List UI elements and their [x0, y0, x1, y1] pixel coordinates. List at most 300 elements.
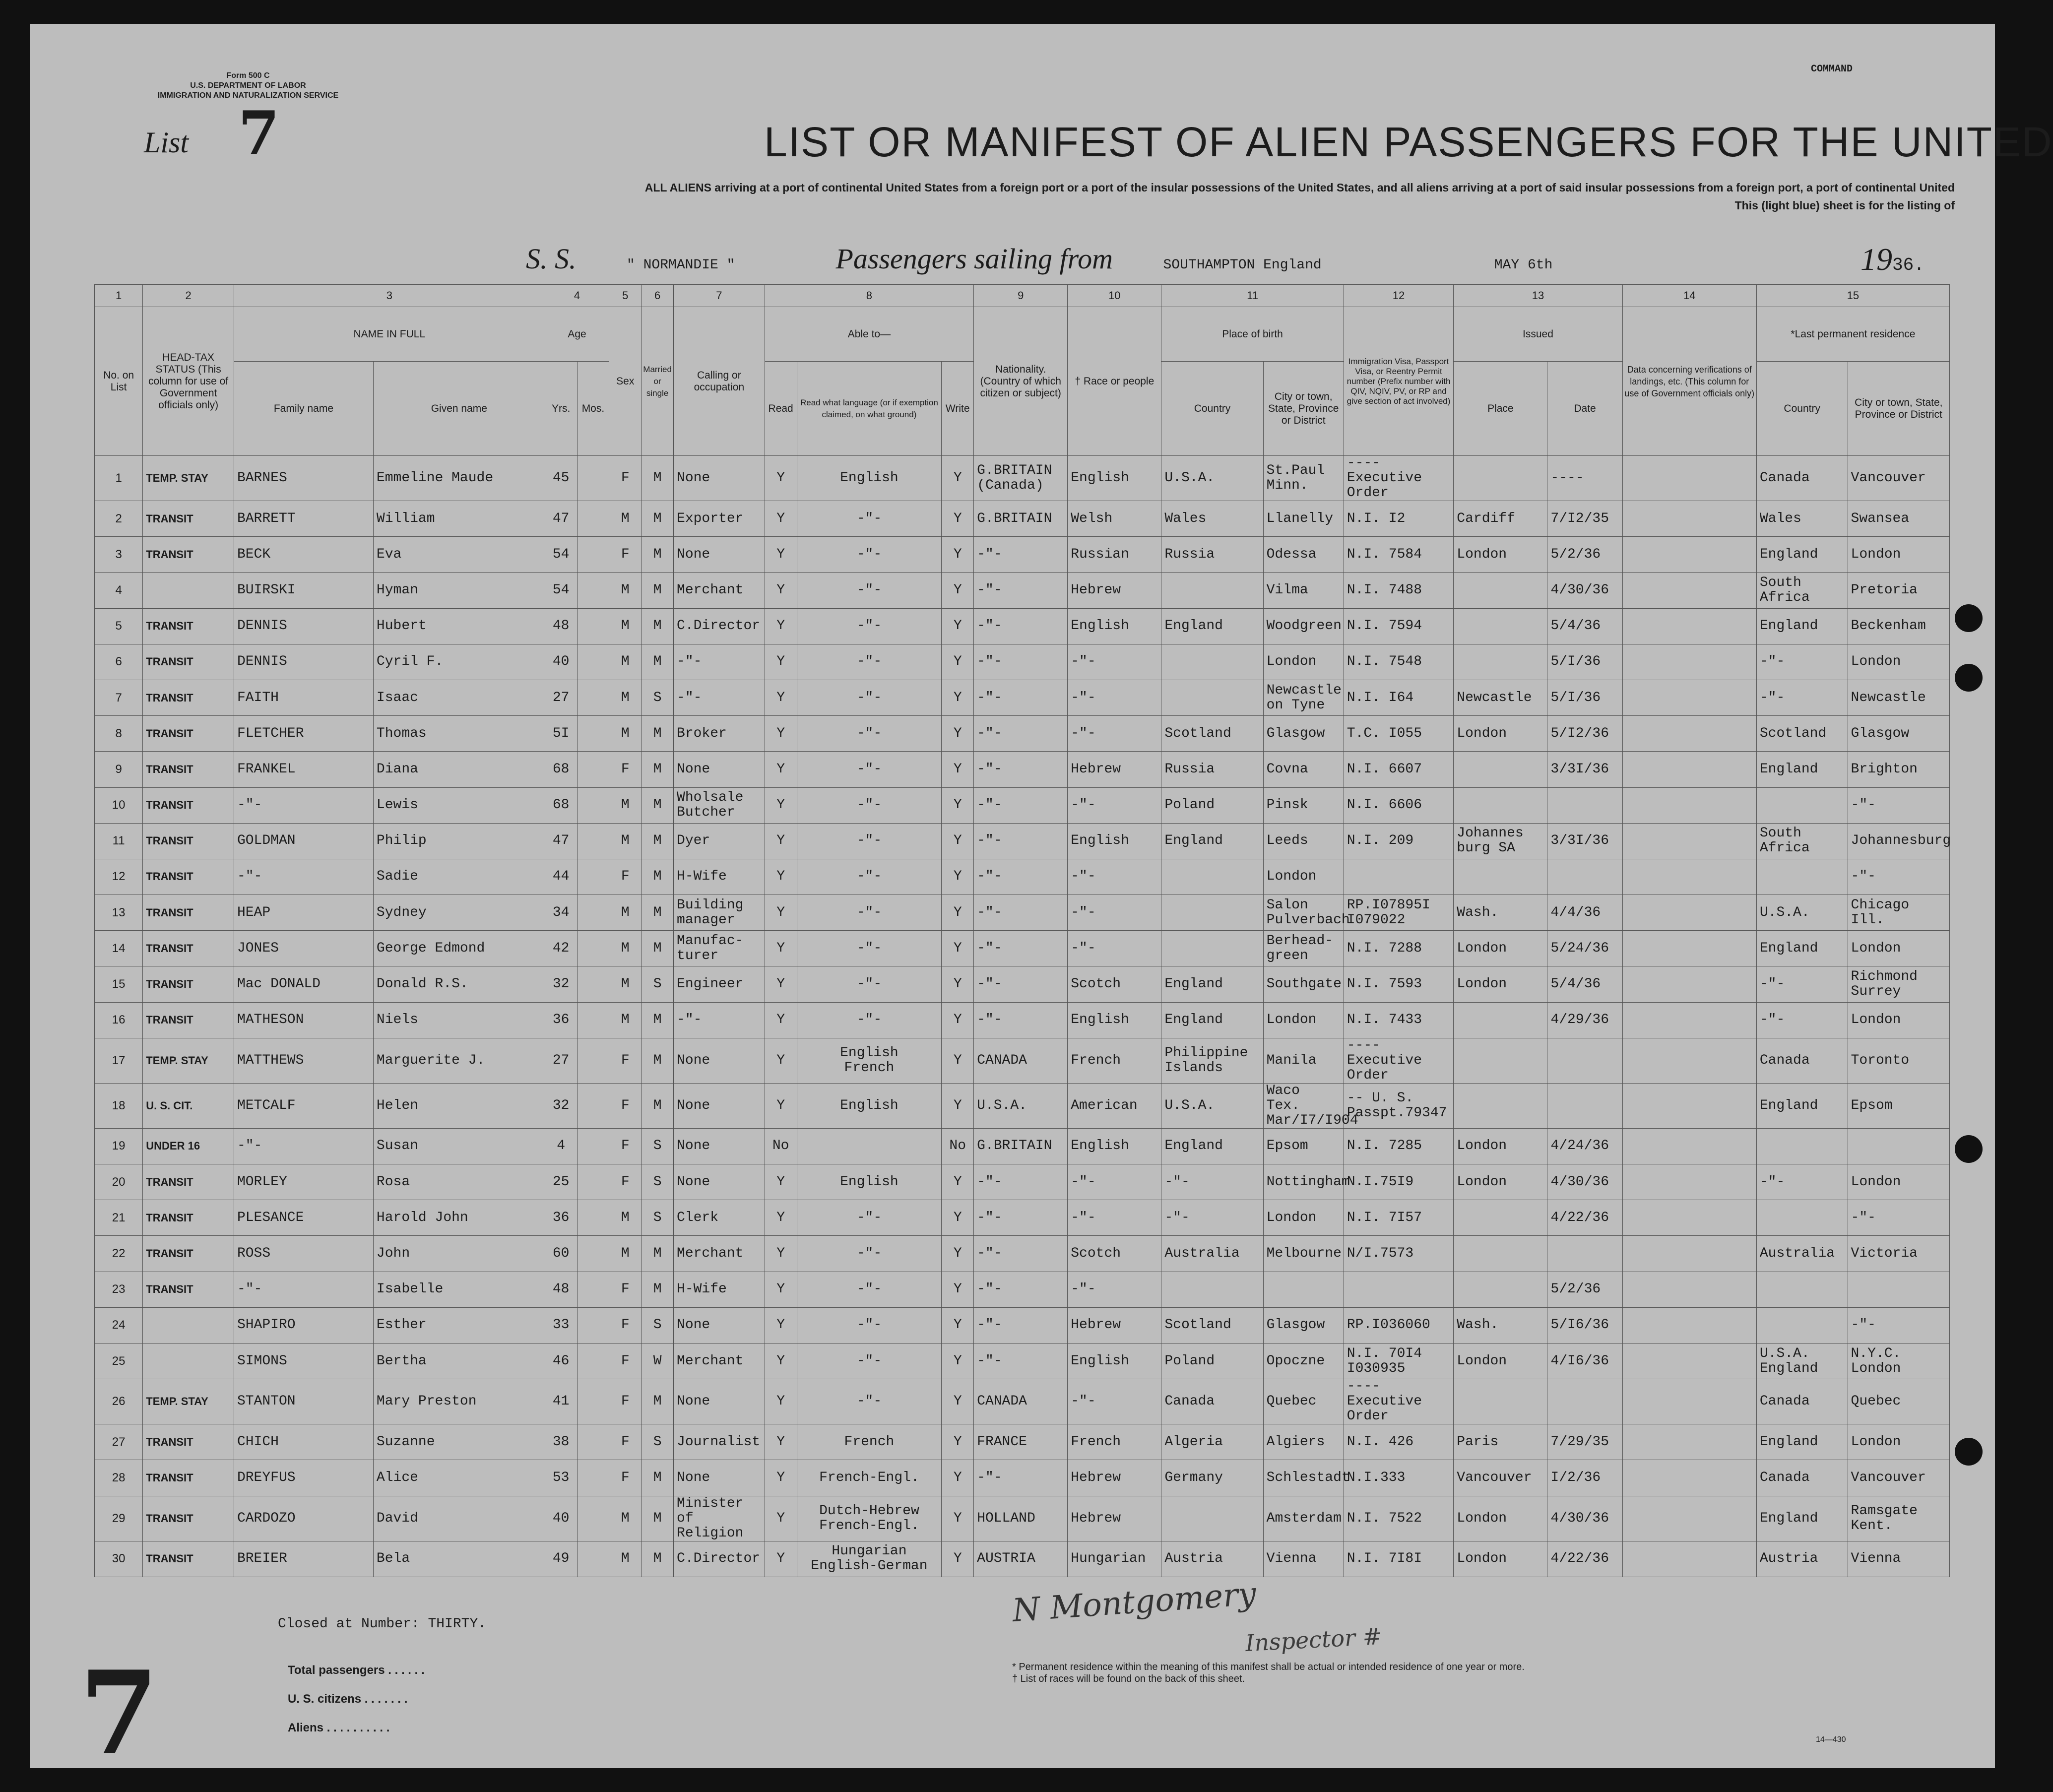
verification	[1622, 1236, 1756, 1272]
given-name: George Edmond	[373, 931, 545, 966]
residence-city: -"-	[1848, 1200, 1949, 1236]
age-months	[577, 1236, 609, 1272]
table-row	[95, 680, 1950, 715]
marital-status: S	[642, 1164, 674, 1200]
family-name: MATTHEWS	[234, 1038, 373, 1083]
visa-number: N.I. 7I57	[1344, 1200, 1454, 1236]
family-name: -"-	[234, 1272, 373, 1307]
visa-number: N.I.75I9	[1344, 1164, 1454, 1200]
occupation: -"-	[674, 680, 765, 715]
visa-number: ---- Executive Order	[1344, 1379, 1454, 1424]
nationality: -"-	[974, 787, 1068, 823]
row-number: 1	[95, 456, 143, 501]
can-read: Y	[765, 1541, 797, 1577]
can-write: Y	[942, 1307, 974, 1343]
nationality: AUSTRIA	[974, 1541, 1068, 1577]
residence-country: -"-	[1756, 1002, 1848, 1038]
can-read: Y	[765, 1496, 797, 1541]
occupation: -"-	[674, 644, 765, 680]
issued-place: London	[1454, 1541, 1547, 1577]
residence-country: Australia	[1756, 1236, 1848, 1272]
residence-city: Ramsgate Kent.	[1848, 1496, 1949, 1541]
marital-status: S	[642, 1307, 674, 1343]
can-write: Y	[942, 966, 974, 1002]
residence-country: Wales	[1756, 501, 1848, 537]
residence-country: -"-	[1756, 966, 1848, 1002]
issued-place	[1454, 787, 1547, 823]
birth-city: Vienna	[1263, 1541, 1344, 1577]
header-row-1	[95, 307, 1950, 362]
occupation: None	[674, 1083, 765, 1128]
residence-city: -"-	[1848, 1307, 1949, 1343]
head-tax-status: TRANSIT	[143, 1496, 234, 1541]
age-years: 36	[545, 1200, 577, 1236]
head-tax-status	[143, 1307, 234, 1343]
form-number: Form 500 C	[226, 71, 270, 80]
residence-city: Johannesburg	[1848, 823, 1949, 859]
row-number: 4	[95, 573, 143, 608]
form-code: 14—430	[1816, 1735, 1846, 1744]
nationality: -"-	[974, 1200, 1068, 1236]
can-read: Y	[765, 1083, 797, 1128]
read-language: -"-	[797, 823, 942, 859]
marital-status: M	[642, 1496, 674, 1541]
can-write: Y	[942, 680, 974, 715]
sex-value: F	[609, 752, 642, 787]
occupation: Minister of Religion	[674, 1496, 765, 1541]
occupation: Exporter	[674, 501, 765, 537]
table-row	[95, 1424, 1950, 1460]
occupation: Engineer	[674, 966, 765, 1002]
family-name: FLETCHER	[234, 716, 373, 752]
issued-place: Johannes burg SA	[1454, 823, 1547, 859]
residence-city: Pretoria	[1848, 573, 1949, 608]
birth-country: Australia	[1161, 1236, 1263, 1272]
marital-status: S	[642, 966, 674, 1002]
verification	[1622, 1343, 1756, 1379]
can-read: Y	[765, 1379, 797, 1424]
read-language: -"-	[797, 752, 942, 787]
table-row	[95, 456, 1950, 501]
residence-city	[1848, 1272, 1949, 1307]
read-language: English	[797, 456, 942, 501]
family-name: MORLEY	[234, 1164, 373, 1200]
issued-place	[1454, 1379, 1547, 1424]
can-read: Y	[765, 931, 797, 966]
head-tax-header: HEAD-TAX STATUS (This column for use of Government officials only)	[143, 307, 234, 456]
us-citizens-label: U. S. citizens . . . . . . .	[288, 1692, 408, 1706]
can-read: Y	[765, 537, 797, 573]
occupation: H-Wife	[674, 1272, 765, 1307]
verification	[1622, 966, 1756, 1002]
age-months	[577, 644, 609, 680]
issued-place	[1454, 1236, 1547, 1272]
nationality: -"-	[974, 1343, 1068, 1379]
birth-country-header: Country	[1161, 362, 1263, 456]
residence-country: England	[1756, 608, 1848, 644]
sex-value: F	[609, 456, 642, 501]
head-tax-status: TRANSIT	[143, 1424, 234, 1460]
given-name: Lewis	[373, 787, 545, 823]
occupation: -"-	[674, 1002, 765, 1038]
residence-country: England	[1756, 752, 1848, 787]
family-name: DENNIS	[234, 644, 373, 680]
can-read: Y	[765, 895, 797, 931]
age-years: 47	[545, 823, 577, 859]
family-name: BREIER	[234, 1541, 373, 1577]
given-name: Hyman	[373, 573, 545, 608]
verification	[1622, 716, 1756, 752]
verification	[1622, 1307, 1756, 1343]
age-header: Age	[545, 307, 609, 362]
nationality: CANADA	[974, 1038, 1068, 1083]
can-write: Y	[942, 823, 974, 859]
nationality: -"-	[974, 823, 1068, 859]
birth-city: Pinsk	[1263, 787, 1344, 823]
nationality: -"-	[974, 1002, 1068, 1038]
table-row	[95, 716, 1950, 752]
birth-city: Waco Tex. Mar/I7/I904	[1263, 1083, 1344, 1128]
age-years: 27	[545, 1038, 577, 1083]
issued-place: Vancouver	[1454, 1460, 1547, 1496]
residence-city: London	[1848, 931, 1949, 966]
family-name: SHAPIRO	[234, 1307, 373, 1343]
intro-line-1: ALL ALIENS arriving at a port of continental United States from a foreign port or a port of the insular possessions of the United States, and all aliens arriving at a port of said insular possessions from a foreign port, a port of continental United	[644, 181, 1955, 194]
issued-date	[1547, 787, 1622, 823]
issued-place	[1454, 752, 1547, 787]
yrs-header: Yrs.	[545, 362, 577, 456]
residence-country: -"-	[1756, 680, 1848, 715]
read-header: Read	[765, 362, 797, 456]
residence-city	[1848, 1128, 1949, 1164]
can-write: Y	[942, 537, 974, 573]
row-number: 10	[95, 787, 143, 823]
given-name: David	[373, 1496, 545, 1541]
race: Hebrew	[1068, 1496, 1161, 1541]
age-months	[577, 573, 609, 608]
birth-city: Melbourne	[1263, 1236, 1344, 1272]
marital-status: M	[642, 456, 674, 501]
can-read: Y	[765, 1343, 797, 1379]
table-row	[95, 537, 1950, 573]
birth-city: Covna	[1263, 752, 1344, 787]
occupation: None	[674, 1128, 765, 1164]
nationality: G.BRITAIN	[974, 1128, 1068, 1164]
occupation: Merchant	[674, 1343, 765, 1379]
read-language: English French	[797, 1038, 942, 1083]
can-write: Y	[942, 1200, 974, 1236]
visa-number: N.I. 7594	[1344, 608, 1454, 644]
visa-number: N.I. 6607	[1344, 752, 1454, 787]
verification	[1622, 1002, 1756, 1038]
head-tax-status: TRANSIT	[143, 537, 234, 573]
verification	[1622, 859, 1756, 895]
sex-value: M	[609, 680, 642, 715]
age-months	[577, 1460, 609, 1496]
issued-date	[1547, 1379, 1622, 1424]
family-name: BARRETT	[234, 501, 373, 537]
footnote-races: † List of races will be found on the back of this sheet.	[1012, 1673, 1245, 1684]
last-residence-header: *Last permanent residence	[1756, 307, 1949, 362]
no-on-list-header: No. on List	[95, 307, 143, 456]
sex-value: M	[609, 895, 642, 931]
head-tax-status: TRANSIT	[143, 1164, 234, 1200]
verification	[1622, 1496, 1756, 1541]
table-row	[95, 1083, 1950, 1128]
marital-status: M	[642, 823, 674, 859]
visa-number: ---- Executive Order	[1344, 1038, 1454, 1083]
sex-value: M	[609, 608, 642, 644]
birth-country: U.S.A.	[1161, 1083, 1263, 1128]
can-write: Y	[942, 1343, 974, 1379]
row-number: 23	[95, 1272, 143, 1307]
row-number: 5	[95, 608, 143, 644]
birth-country: Austria	[1161, 1541, 1263, 1577]
can-read: No	[765, 1128, 797, 1164]
row-number: 22	[95, 1236, 143, 1272]
residence-city: London	[1848, 1424, 1949, 1460]
issued-date: 5/2/36	[1547, 537, 1622, 573]
given-name: Emmeline Maude	[373, 456, 545, 501]
read-language: -"-	[797, 1200, 942, 1236]
column-number: 14	[1622, 285, 1756, 307]
family-name: MATHESON	[234, 1002, 373, 1038]
given-name: Eva	[373, 537, 545, 573]
residence-country	[1756, 1128, 1848, 1164]
race: -"-	[1068, 644, 1161, 680]
given-name: Sadie	[373, 859, 545, 895]
read-language: -"-	[797, 966, 942, 1002]
given-name-header: Given name	[373, 362, 545, 456]
row-number: 7	[95, 680, 143, 715]
race: -"-	[1068, 1379, 1161, 1424]
marital-status: M	[642, 1236, 674, 1272]
head-tax-status: TRANSIT	[143, 1272, 234, 1307]
birth-country	[1161, 895, 1263, 931]
read-language: -"-	[797, 1272, 942, 1307]
age-years: 40	[545, 1496, 577, 1541]
sex-value: M	[609, 644, 642, 680]
table-row	[95, 1379, 1950, 1424]
sailing-year	[1861, 241, 1925, 278]
can-read: Y	[765, 680, 797, 715]
race: Hebrew	[1068, 1307, 1161, 1343]
issued-place: London	[1454, 1164, 1547, 1200]
sex-value: M	[609, 966, 642, 1002]
race: -"-	[1068, 716, 1161, 752]
residence-country: Austria	[1756, 1541, 1848, 1577]
verification	[1622, 1460, 1756, 1496]
head-tax-status: TRANSIT	[143, 608, 234, 644]
aliens-label: Aliens . . . . . . . . . .	[288, 1721, 390, 1734]
sex-value: F	[609, 1343, 642, 1379]
residence-city: Toronto	[1848, 1038, 1949, 1083]
age-months	[577, 752, 609, 787]
age-months	[577, 456, 609, 501]
visa-number	[1344, 1272, 1454, 1307]
residence-country: England	[1756, 537, 1848, 573]
form-header	[139, 71, 357, 101]
head-tax-status: TRANSIT	[143, 1200, 234, 1236]
residence-city: Victoria	[1848, 1236, 1949, 1272]
nationality: -"-	[974, 1164, 1068, 1200]
column-number: 3	[234, 285, 545, 307]
family-name: FRANKEL	[234, 752, 373, 787]
visa-number: N.I. 7I8I	[1344, 1541, 1454, 1577]
race: English	[1068, 1343, 1161, 1379]
head-tax-status: TRANSIT	[143, 931, 234, 966]
nationality: -"-	[974, 752, 1068, 787]
read-language: -"-	[797, 716, 942, 752]
row-number: 12	[95, 859, 143, 895]
visa-number: N.I. 70I4 I030935	[1344, 1343, 1454, 1379]
read-language: -"-	[797, 1236, 942, 1272]
column-number: 12	[1344, 285, 1454, 307]
marital-status: S	[642, 1128, 674, 1164]
read-language: -"-	[797, 931, 942, 966]
row-number: 18	[95, 1083, 143, 1128]
total-passengers-label: Total passengers . . . . . .	[288, 1664, 425, 1677]
age-years: 5I	[545, 716, 577, 752]
visa-number: N.I.333	[1344, 1460, 1454, 1496]
row-number: 2	[95, 501, 143, 537]
age-years: 41	[545, 1379, 577, 1424]
read-language: -"-	[797, 680, 942, 715]
family-name: CARDOZO	[234, 1496, 373, 1541]
residence-city: Quebec	[1848, 1379, 1949, 1424]
issued-place	[1454, 1002, 1547, 1038]
table-row	[95, 931, 1950, 966]
can-read: Y	[765, 1424, 797, 1460]
issued-date: 5/I6/36	[1547, 1307, 1622, 1343]
family-name: DENNIS	[234, 608, 373, 644]
age-years: 42	[545, 931, 577, 966]
verification	[1622, 1164, 1756, 1200]
table-row	[95, 787, 1950, 823]
command-stamp: COMMAND	[1811, 64, 1853, 75]
age-months	[577, 966, 609, 1002]
sex-value: F	[609, 1128, 642, 1164]
head-tax-status	[143, 1343, 234, 1379]
sex-header: Sex	[609, 307, 642, 456]
nationality-header: Nationality. (Country of which citizen or subject)	[974, 307, 1068, 456]
head-tax-status: TEMP. STAY	[143, 1379, 234, 1424]
birth-country	[1161, 1272, 1263, 1307]
age-years: 34	[545, 895, 577, 931]
can-write: Y	[942, 1002, 974, 1038]
nationality: HOLLAND	[974, 1496, 1068, 1541]
residence-country	[1756, 859, 1848, 895]
can-read: Y	[765, 1272, 797, 1307]
occupation: Wholsale Butcher	[674, 787, 765, 823]
age-years: 32	[545, 1083, 577, 1128]
can-write: Y	[942, 1083, 974, 1128]
nationality: -"-	[974, 1307, 1068, 1343]
read-language: French-Engl.	[797, 1460, 942, 1496]
residence-city: Chicago Ill.	[1848, 895, 1949, 931]
visa-number: N.I. 7433	[1344, 1002, 1454, 1038]
can-read: Y	[765, 1002, 797, 1038]
row-number: 26	[95, 1379, 143, 1424]
marital-status: M	[642, 501, 674, 537]
birth-country: Scotland	[1161, 716, 1263, 752]
can-write: Y	[942, 456, 974, 501]
read-language: -"-	[797, 1379, 942, 1424]
occupation: Dyer	[674, 823, 765, 859]
can-write: Y	[942, 895, 974, 931]
issued-place	[1454, 573, 1547, 608]
given-name: Suzanne	[373, 1424, 545, 1460]
race: Hungarian	[1068, 1541, 1161, 1577]
age-years: 68	[545, 787, 577, 823]
given-name: Harold John	[373, 1200, 545, 1236]
issued-place-header: Place	[1454, 362, 1547, 456]
birth-country: England	[1161, 1128, 1263, 1164]
head-tax-status: TRANSIT	[143, 680, 234, 715]
can-read: Y	[765, 608, 797, 644]
given-name: Hubert	[373, 608, 545, 644]
birth-country	[1161, 573, 1263, 608]
married-header: Married or single	[642, 307, 674, 456]
row-number: 15	[95, 966, 143, 1002]
visa-number: N.I. 7488	[1344, 573, 1454, 608]
table-row	[95, 823, 1950, 859]
occupation: None	[674, 1038, 765, 1083]
residence-country: -"-	[1756, 1164, 1848, 1200]
row-number: 30	[95, 1541, 143, 1577]
family-name: Mac DONALD	[234, 966, 373, 1002]
residence-city: London	[1848, 537, 1949, 573]
head-tax-status: TRANSIT	[143, 1236, 234, 1272]
marital-status: M	[642, 1038, 674, 1083]
marital-status: M	[642, 1460, 674, 1496]
age-months	[577, 716, 609, 752]
year-prefix: 19	[1861, 242, 1892, 277]
table-row	[95, 573, 1950, 608]
birth-city: Berhead- green	[1263, 931, 1344, 966]
birth-city: Amsterdam	[1263, 1496, 1344, 1541]
column-number: 5	[609, 285, 642, 307]
age-months	[577, 823, 609, 859]
verification	[1622, 573, 1756, 608]
table-row	[95, 608, 1950, 644]
issued-place: Wash.	[1454, 895, 1547, 931]
given-name: Rosa	[373, 1164, 545, 1200]
birth-city: Nottingham	[1263, 1164, 1344, 1200]
age-years: 49	[545, 1541, 577, 1577]
residence-country	[1756, 1307, 1848, 1343]
issued-place: London	[1454, 1496, 1547, 1541]
residence-country: England	[1756, 1424, 1848, 1460]
nationality: -"-	[974, 537, 1068, 573]
age-years: 46	[545, 1343, 577, 1379]
residence-country: England	[1756, 1083, 1848, 1128]
given-name: Bela	[373, 1541, 545, 1577]
nationality: CANADA	[974, 1379, 1068, 1424]
birth-country: Poland	[1161, 1343, 1263, 1379]
punch-hole	[1955, 604, 1983, 632]
residence-country: South Africa	[1756, 573, 1848, 608]
passenger-rows	[95, 456, 1950, 1577]
age-months	[577, 537, 609, 573]
visa-number: ---- Executive Order	[1344, 456, 1454, 501]
manifest-sheet	[30, 24, 2053, 1780]
marital-status: M	[642, 537, 674, 573]
visa-number: -- U. S. Passpt.79347	[1344, 1083, 1454, 1128]
birth-country: -"-	[1161, 1164, 1263, 1200]
verification	[1622, 895, 1756, 931]
issued-place: London	[1454, 716, 1547, 752]
